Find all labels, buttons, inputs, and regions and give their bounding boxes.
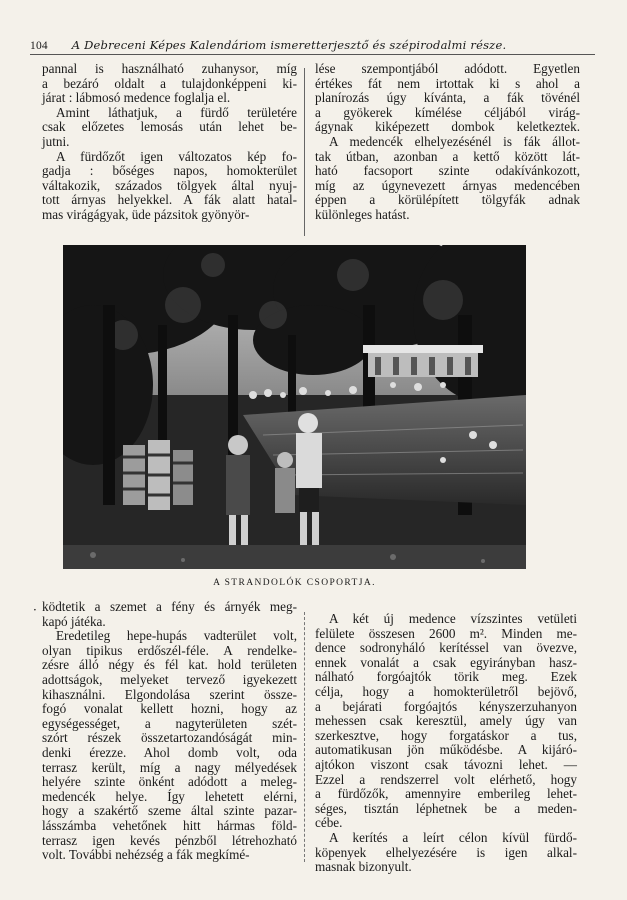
text-line: ajtókon viszont csak távozni lehet. — bbox=[315, 756, 577, 772]
text-line: masnak bizonyult. bbox=[315, 859, 412, 875]
text-line: mas virágágyak, üde pázsitok gyönyör- bbox=[42, 206, 250, 222]
text-line: kapó játéka. bbox=[42, 613, 106, 629]
text-line: fogó vonalat kellett hozni, hogy az bbox=[42, 701, 297, 717]
text-line: járat : lábmosó medence foglalja el. bbox=[42, 90, 231, 106]
text-line: értékes fát nem irtottak ki s ahol a bbox=[315, 75, 580, 91]
text-line: A fürdőzőt igen változatos kép fo- bbox=[56, 148, 297, 164]
text-line: váltakozik, százados tölgyek által nyuj- bbox=[42, 177, 297, 193]
text-line: különleges hatást. bbox=[315, 206, 410, 222]
column-divider bbox=[304, 68, 305, 236]
text-line: a fürdőzők, amennyire emberileg lehet- bbox=[315, 786, 577, 802]
text-line: ható facsoport szinte odakívánkozott, bbox=[315, 163, 580, 179]
text-line: célja, hogy a homokterületről bejövő, bbox=[315, 683, 577, 699]
text-line: szórt részek összetartozandóságát min- bbox=[42, 730, 297, 746]
text-line: ködtetik a szemet a fény és árnyék meg- bbox=[42, 599, 297, 614]
running-header bbox=[30, 38, 595, 55]
text-line: egységességet, a nagyterületen szét- bbox=[42, 715, 297, 731]
column-top-right bbox=[315, 62, 580, 223]
text-line: dence sodronyháló kerítéssel van övezve, bbox=[315, 640, 577, 656]
column-top-left bbox=[42, 62, 297, 223]
text-line: olyan tipikus erdőszél-féle. A rendelke- bbox=[42, 642, 297, 658]
text-line: mehessen csak keresztül, amely úgy van bbox=[315, 713, 577, 729]
text-line: a bezáró oldalt a tulajdonképpeni ki- bbox=[42, 75, 297, 91]
text-line: planírozás úgy kívánta, a fák tövénél bbox=[315, 90, 580, 106]
text-line: volt. További nehézség a fák megkímé- bbox=[42, 847, 250, 863]
text-line: tott árnyas helyekkel. A fák alatt hatal- bbox=[42, 192, 297, 208]
text-line: míg az úgynevezett árnyas medencében bbox=[315, 177, 580, 193]
text-line: medencék helye. Így lehetett elérni, bbox=[42, 788, 297, 804]
text-line: ennek vonalát a csak egyirányban hasz- bbox=[315, 654, 577, 670]
text-line: Ezzel a rendszerrel volt elérhető, hogy bbox=[315, 771, 577, 787]
text-line: denki érezze. Ahol domb volt, oda bbox=[42, 744, 297, 760]
text-line: cébe. bbox=[315, 815, 343, 831]
text-line: a bejárati forgóajtós kényszerzuhanyon bbox=[315, 698, 577, 714]
text-line: automatikusan jön működésbe. A kijáró- bbox=[315, 742, 577, 758]
margin-dot: · bbox=[33, 603, 37, 617]
running-title: A Debreceni Képes Kalendáriom ismeretterjesztő és szépirodalmi része. bbox=[71, 38, 507, 52]
text-line: szerkesztve, hogy forgatáskor a tus, bbox=[315, 727, 577, 743]
column-bottom-right bbox=[315, 612, 577, 875]
text-line: A medencék elhelyezésénél is fák állot- bbox=[329, 133, 580, 149]
text-line: séges, tisztán léphetnek be a meden- bbox=[315, 800, 577, 816]
text-line: Amint láthatjuk, a fürdő területére bbox=[56, 104, 297, 120]
text-line: A kerítés a leírt célon kívül fürdő- bbox=[329, 829, 577, 845]
text-line: gadja : bőséges napos, homokterület bbox=[42, 163, 297, 179]
text-line: lásszámba vehetőnek hitt hármas föld- bbox=[42, 817, 297, 833]
text-line: pannal is használható zuhanysor, míg bbox=[42, 61, 297, 76]
text-line: kihasználni. Elgondolása szerint össze- bbox=[42, 686, 297, 702]
column-bottom-left bbox=[42, 600, 297, 863]
text-line: helyére szinte önként adódott a meleg- bbox=[42, 774, 297, 790]
text-line: A két új medence vízszintes vetületi bbox=[329, 611, 577, 626]
text-line: adottságok, melyeket tervező igyekezett bbox=[42, 671, 297, 687]
column-divider-bottom bbox=[304, 612, 306, 862]
text-line: ágynak kiképezett dombok keletkeztek. bbox=[315, 119, 580, 135]
page-number: 104 bbox=[30, 40, 48, 52]
text-line: a gyökerek kímélése céljából virág- bbox=[315, 104, 580, 120]
text-line: éppen a körülépített tölgyfák adnak bbox=[315, 192, 580, 208]
text-line: nálható forgóajtók törik meg. Ezek bbox=[315, 669, 577, 685]
text-line: hogy a szakértő szeme által szinte pazar- bbox=[42, 803, 297, 819]
photo-caption: A STRANDOLÓK CSOPORTJA. bbox=[213, 578, 376, 588]
text-line: felülete összesen 2600 m². Minden me- bbox=[315, 625, 577, 641]
text-line: tak útban, azonban a kettő között lát- bbox=[315, 148, 580, 164]
text-line: jutni. bbox=[42, 133, 70, 149]
text-line: köpenyek elhelyezésére is igen alkal- bbox=[315, 844, 577, 860]
text-line: Eredetileg hepe-hupás vadterület volt, bbox=[56, 628, 297, 644]
text-line: terrasz igen kevés pénzből létrehozható bbox=[42, 832, 297, 848]
text-line: csak előzetes lemosás után lehet be- bbox=[42, 119, 297, 135]
strand-photograph bbox=[63, 245, 526, 569]
text-line: lése szempontjából adódott. Egyetlen bbox=[315, 61, 580, 76]
text-line: terrasz került, míg a nagy mélyedések bbox=[42, 759, 297, 775]
text-line: zésre álló négy és fél kat. hold területen bbox=[42, 657, 297, 673]
